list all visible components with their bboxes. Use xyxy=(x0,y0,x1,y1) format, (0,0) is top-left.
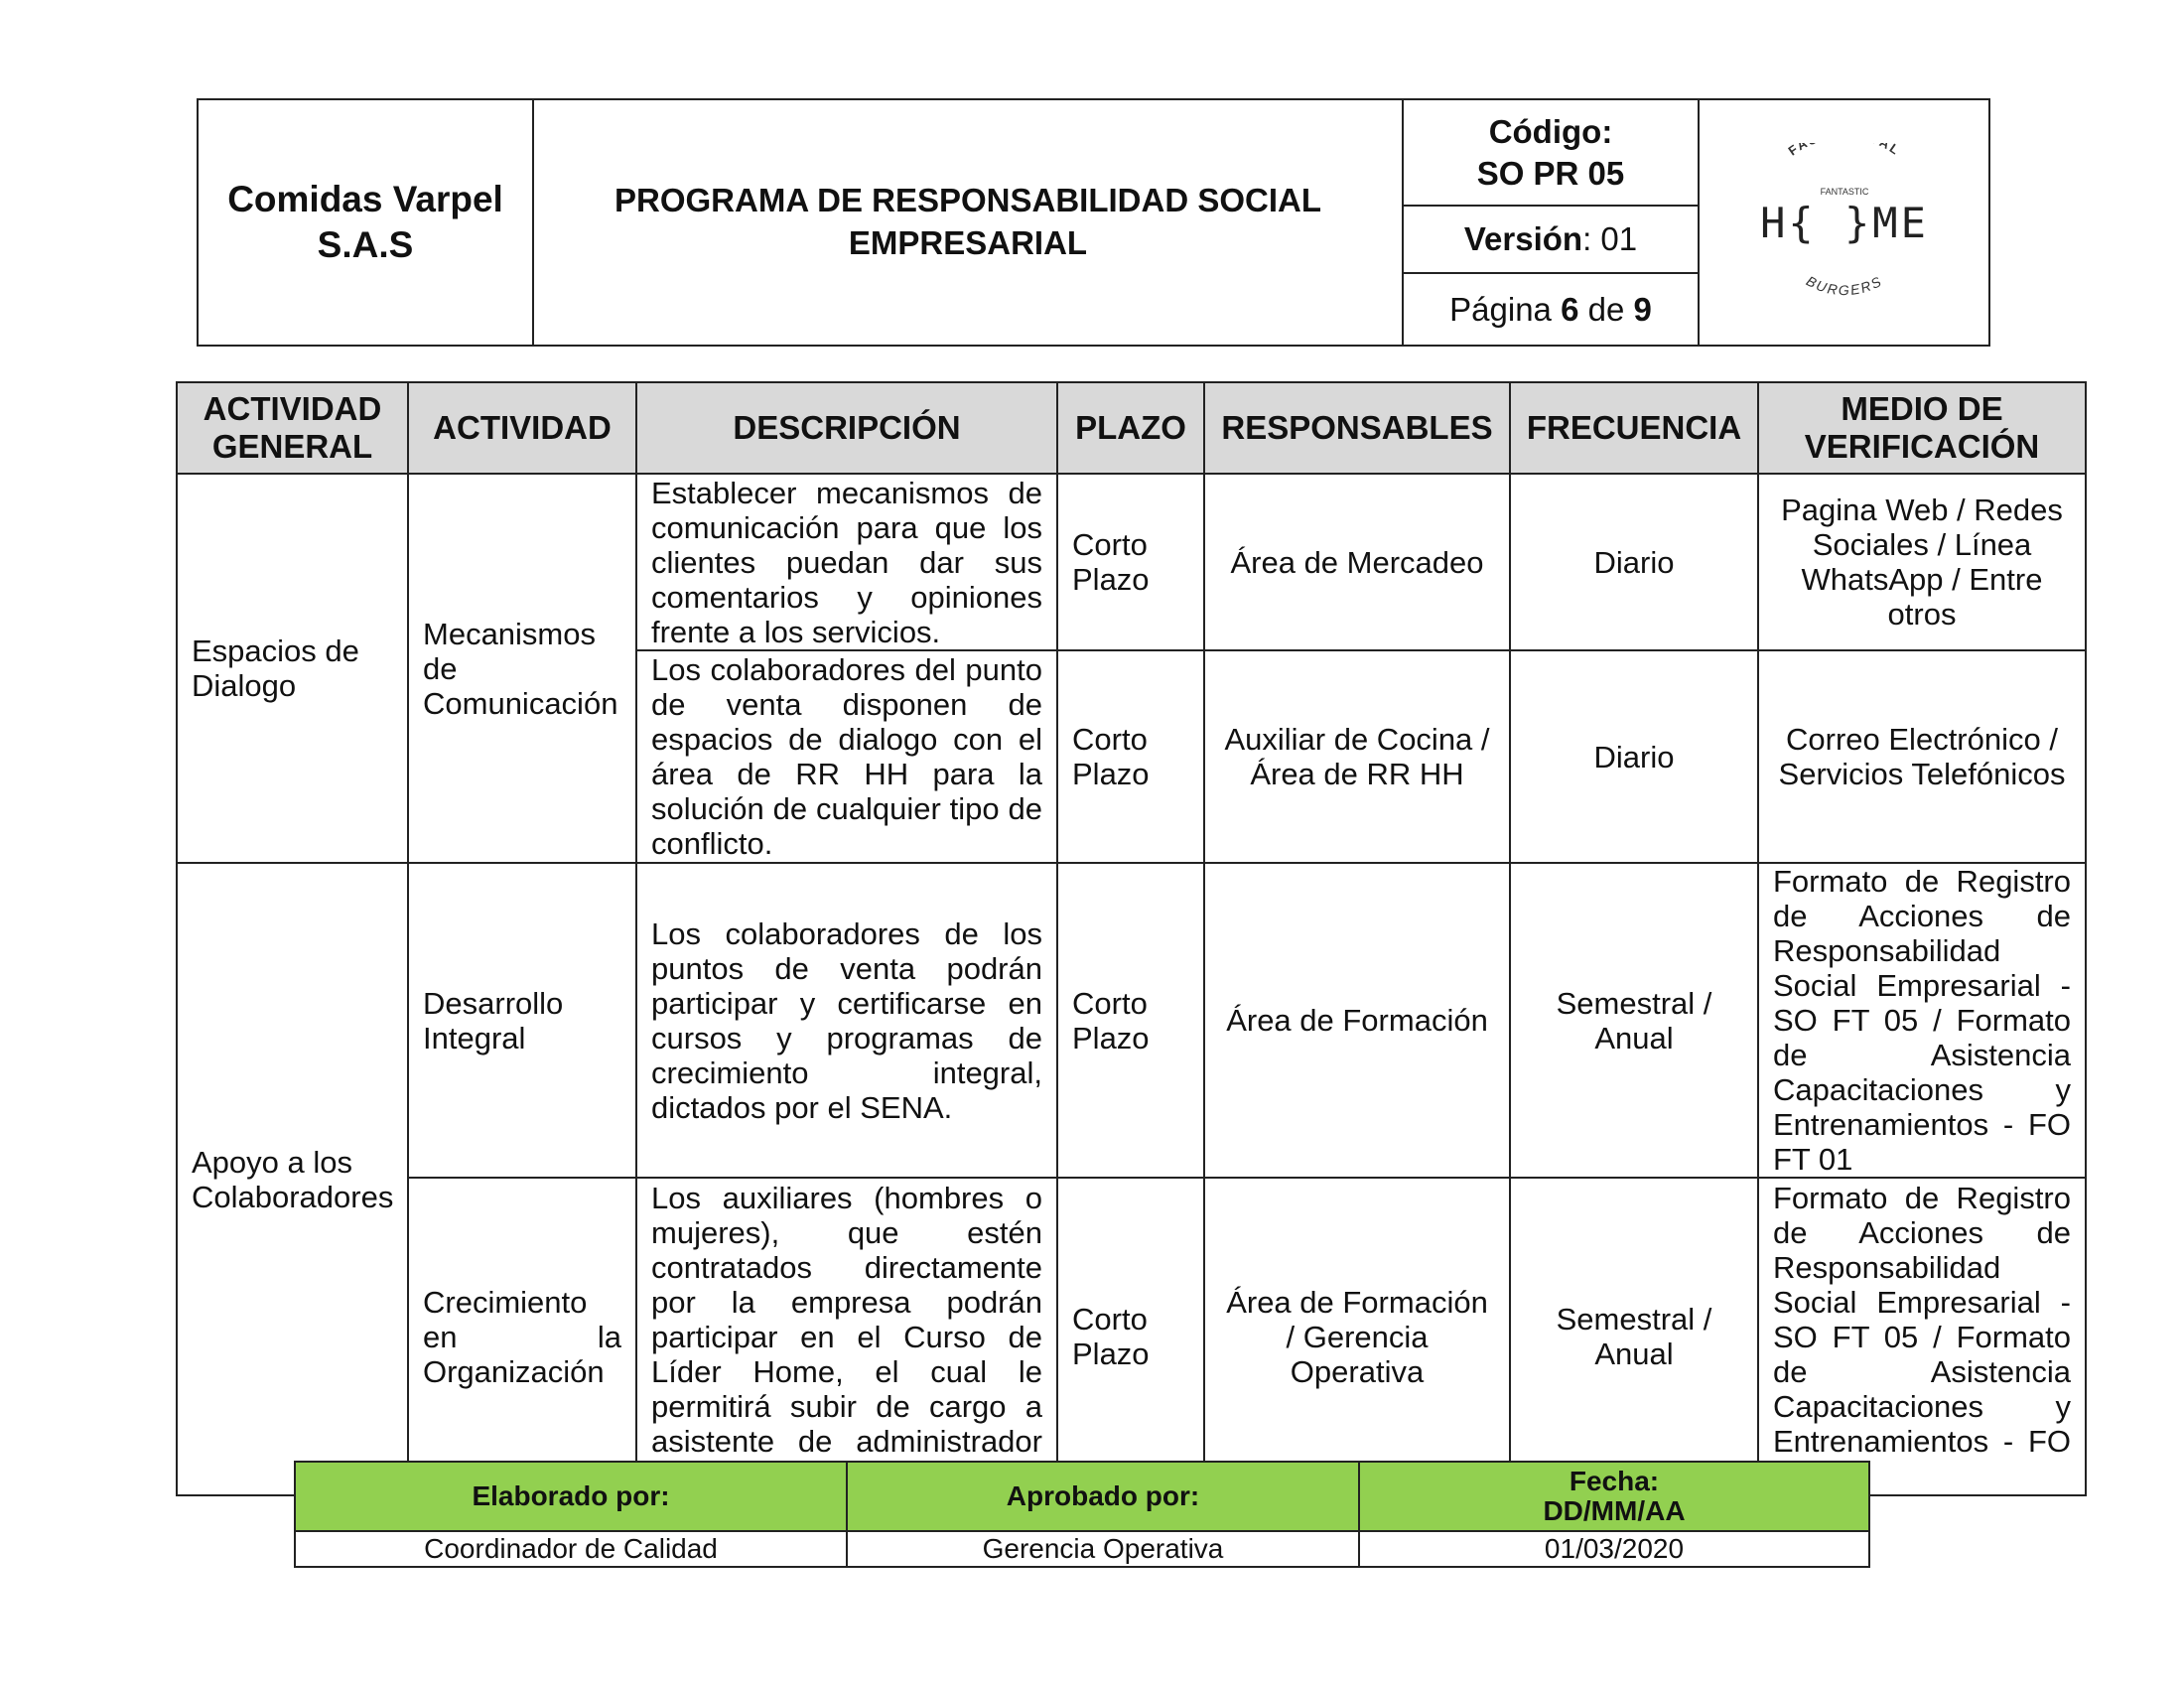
frecuencia-cell: Diario xyxy=(1510,650,1758,863)
responsables-cell: Área de Formación / Gerencia Operativa xyxy=(1204,1178,1510,1495)
aprobado-value: Gerencia Operativa xyxy=(847,1531,1359,1567)
frecuencia-cell: Semestral / Anual xyxy=(1510,1178,1758,1495)
home-burgers-logo xyxy=(1730,143,1959,302)
fecha-value: 01/03/2020 xyxy=(1359,1531,1869,1567)
table-row xyxy=(177,863,2086,1178)
col-actividad: ACTIVIDAD xyxy=(408,382,636,474)
company-name-line1: Comidas Varpel xyxy=(227,178,503,219)
document-header xyxy=(197,98,1990,347)
actividad-cell: Crecimiento en la Organización xyxy=(408,1178,636,1495)
fecha-label: Fecha: xyxy=(1569,1466,1660,1496)
col-responsables: RESPONSABLES xyxy=(1204,382,1510,474)
col-frecuencia: FRECUENCIA xyxy=(1510,382,1758,474)
document-title-line1: PROGRAMA DE RESPONSABILIDAD SOCIAL xyxy=(614,182,1321,219)
version-value: : 01 xyxy=(1582,220,1638,257)
page-of: de xyxy=(1587,290,1625,328)
page-current: 6 xyxy=(1561,290,1579,328)
actividad-general-cell: Espacios de Dialogo xyxy=(177,474,408,863)
elaborado-value: Coordinador de Calidad xyxy=(295,1531,847,1567)
col-medio-verificacion: MEDIO DE VERIFICACIÓN xyxy=(1758,382,2086,474)
logo-cell xyxy=(1699,99,1989,346)
descripcion-cell: Los colaboradores de los puntos de venta podrán participar y certificarse en cursos y programas de crecimiento integral, dictados por el SENA. xyxy=(636,863,1057,1178)
verificacion-cell: Pagina Web / Redes Sociales / Línea WhatsApp / Entre otros xyxy=(1758,474,2086,650)
table-header-row xyxy=(177,382,2086,474)
plazo-cell: Corto Plazo xyxy=(1057,650,1204,863)
verificacion-cell: Formato de Registro de Acciones de Responsabilidad Social Empresarial - SO FT 05 / Formato de Asistencia Capacitaciones y Entrenamientos - FO FT 01 xyxy=(1758,863,2086,1178)
svg-text:FAST CASUAL: FA AL xyxy=(1785,143,1903,159)
code-label: Código: xyxy=(1488,113,1613,151)
fecha-format: DD/MM/AA xyxy=(1543,1495,1686,1526)
document-title-line2: EMPRESARIAL xyxy=(848,224,1088,261)
version-label: Versión xyxy=(1463,220,1583,257)
plazo-cell: Corto Plazo xyxy=(1057,1178,1204,1495)
document-title xyxy=(533,99,1403,346)
table-row xyxy=(177,474,2086,650)
col-descripcion: DESCRIPCIÓN xyxy=(636,382,1057,474)
document-code xyxy=(1403,99,1699,206)
code-value: SO PR 05 xyxy=(1476,154,1625,192)
plazo-cell: Corto Plazo xyxy=(1057,474,1204,650)
elaborado-header: Elaborado por: xyxy=(295,1462,847,1531)
activities-table xyxy=(176,381,2087,1496)
svg-text:H{ }ME: H{ }ME xyxy=(1759,199,1929,247)
document-page-number xyxy=(1403,273,1699,346)
verificacion-cell: Formato de Registro de Acciones de Responsabilidad Social Empresarial - SO FT 05 / Formato de Asistencia Capacitaciones y Entrenamientos - FO xyxy=(1758,1178,2086,1495)
actividad-cell: Desarrollo Integral xyxy=(408,863,636,1178)
table-row xyxy=(177,1178,2086,1495)
approval-values-row xyxy=(295,1531,1869,1567)
svg-text:FANTASTIC: FANTASTIC xyxy=(1820,187,1868,197)
svg-text:BURGERS: BURGERS xyxy=(1803,272,1885,299)
aprobado-header: Aprobado por: xyxy=(847,1462,1359,1531)
approval-table xyxy=(294,1461,1870,1568)
company-name xyxy=(198,99,533,346)
actividad-cell: Mecanismos de Comunicación xyxy=(408,474,636,863)
frecuencia-cell: Semestral / Anual xyxy=(1510,863,1758,1178)
document-version xyxy=(1403,206,1699,273)
responsables-cell: Área de Mercadeo xyxy=(1204,474,1510,650)
verificacion-cell: Correo Electrónico / Servicios Telefónicos xyxy=(1758,650,2086,863)
frecuencia-cell: Diario xyxy=(1510,474,1758,650)
actividad-general-cell: Apoyo a los Colaboradores xyxy=(177,863,408,1495)
page-word: Página xyxy=(1449,290,1552,328)
plazo-cell: Corto Plazo xyxy=(1057,863,1204,1178)
col-actividad-general: ACTIVIDAD GENERAL xyxy=(177,382,408,474)
col-plazo: PLAZO xyxy=(1057,382,1204,474)
responsables-cell: Auxiliar de Cocina / Área de RR HH xyxy=(1204,650,1510,863)
company-name-line2: S.A.S xyxy=(317,224,414,265)
fecha-header xyxy=(1359,1462,1869,1531)
responsables-cell: Área de Formación xyxy=(1204,863,1510,1178)
descripcion-cell: Establecer mecanismos de comunicación para que los clientes puedan dar sus comentarios y opiniones frente a los servicios. xyxy=(636,474,1057,650)
page-total: 9 xyxy=(1633,290,1652,328)
descripcion-cell: Los colaboradores del punto de venta disponen de espacios de dialogo con el área de RR HH para la solución de cualquier tipo de conflicto. xyxy=(636,650,1057,863)
approval-header-row xyxy=(295,1462,1869,1531)
descripcion-cell: Los auxiliares (hombres o mujeres), que estén contratados directamente por la empresa podrán participar en el Curso de Líder Home, el cual le permitirá subir de cargo a asistente de administrador xyxy=(636,1178,1057,1495)
